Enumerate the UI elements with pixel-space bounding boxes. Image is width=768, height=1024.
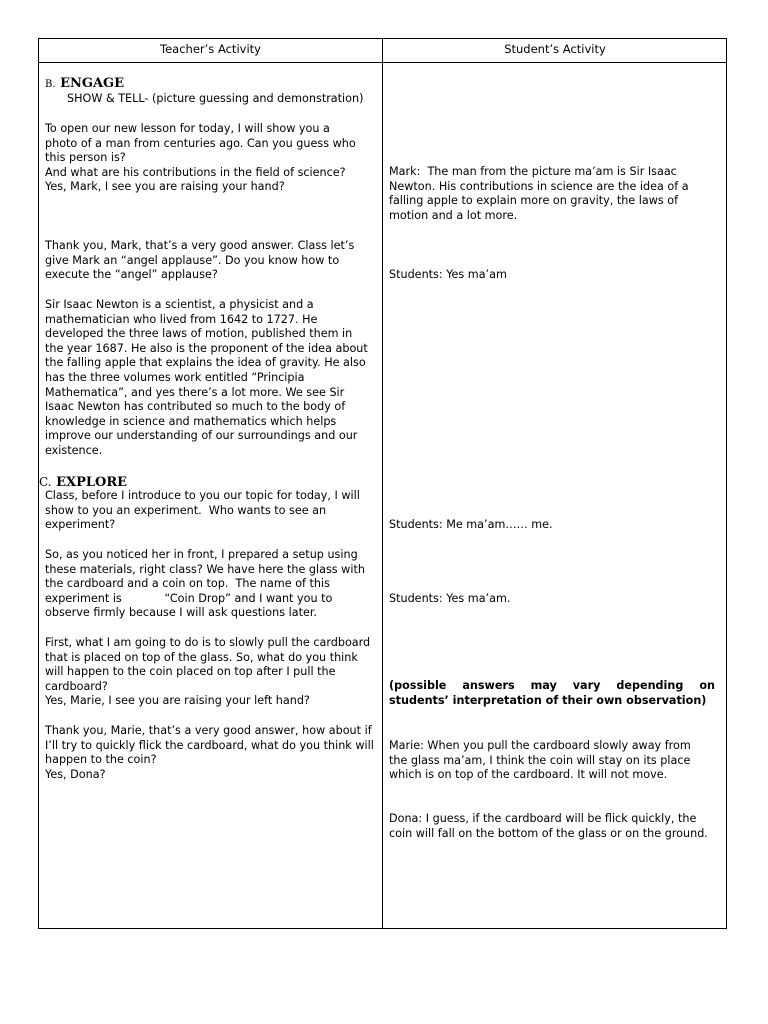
text-line: experiment is “Coin Drop” and I want you to [45, 591, 333, 605]
student-response-yes-2: Students: Yes ma’am. [389, 592, 511, 605]
text-line: Newton. His contributions in science are the idea of a [389, 179, 689, 193]
text-line: that is placed on top of the glass. So, what do you think [45, 650, 358, 664]
text-line: the glass ma’am, I think the coin will stay on its place [389, 753, 691, 767]
text-line: has the three volumes work entitled “Principia [45, 371, 305, 384]
text-line: mathematician who lived from 1642 to 1727. He [45, 312, 318, 326]
text-line: Mathematica”, and yes there’s a lot more. We see Sir [45, 385, 345, 399]
text-line: Sir Isaac Newton is a scientist, a physicist and a [45, 298, 314, 311]
text-line: knowledge in science and mathematics which helps [45, 414, 337, 428]
text-line: Thank you, Mark, that’s a very good answer. Class let’s [45, 239, 355, 252]
text-line: these materials, right class? We have here the glass with [45, 562, 365, 576]
text-line: Yes, Mark, I see you are raising your hand? [45, 180, 285, 194]
column-divider [382, 39, 383, 928]
text-line: First, what I am going to do is to slowly pull the cardboard [45, 636, 371, 649]
text-line: photo of a man from centuries ago. Can you guess who [45, 136, 356, 150]
student-response-yes-1: Students: Yes ma’am [389, 268, 507, 281]
text-line: will happen to the coin placed on top after I pull the [45, 665, 336, 679]
text-line: Isaac Newton has contributed so much to the body of [45, 400, 346, 414]
text-line: falling apple to explain more on gravity, the laws of [389, 194, 679, 208]
text-line: cardboard? [45, 679, 108, 693]
text-line: coin will fall on the bottom of the glass or on the ground. [389, 826, 708, 840]
text-line: Thank you, Marie, that’s a very good answer, how about if [45, 724, 372, 737]
text-line: Class, before I introduce to you our topic for today, I will [45, 489, 360, 502]
text-line: To open our new lesson for today, I will show you a [45, 122, 330, 135]
text-line: observe firmly because I will ask questions later. [45, 606, 317, 620]
text-line: the falling apple that explains the idea of gravity. He also [45, 356, 366, 370]
text-line: Yes, Marie, I see you are raising your left hand? [45, 694, 310, 708]
text-line: this person is? [45, 151, 126, 165]
text-line: the cardboard and a coin on top. The name of this [45, 577, 330, 591]
text-line: So, as you noticed her in front, I prepared a setup using [45, 548, 358, 561]
text-line: Mark: The man from the picture ma’am is Sir Isaac [389, 165, 677, 178]
text-line: developed the three laws of motion, published them in [45, 327, 353, 341]
text-line: happen to the coin? [45, 753, 157, 767]
text-line: Marie: When you pull the cardboard slowly away from [389, 739, 691, 752]
teacher-activity-header: Teacher’s Activity [160, 42, 261, 56]
text-line: I’ll try to quickly flick the cardboard, what do you think will [45, 738, 374, 752]
text-line: And what are his contributions in the field of science? [45, 165, 346, 179]
explore-heading: C. EXPLORE [39, 475, 128, 490]
text-line: Dona: I guess, if the cardboard will be flick quickly, the [389, 812, 697, 825]
text-line: give Mark an “angel applause”. Do you know how to [45, 253, 340, 267]
text-line: the year 1687. He also is the proponent of the idea about [45, 341, 368, 355]
text-line: show to you an experiment. Who wants to see an [45, 503, 327, 517]
text-line: Yes, Dona? [45, 767, 106, 781]
text-line: execute the “angel” applause? [45, 268, 218, 282]
possible-answers-note: (possible answers may vary depending on students’ interpretation of their own observation) [389, 679, 715, 707]
text-line: which is on top of the cardboard. It will not move. [389, 768, 668, 782]
student-response-me: Students: Me ma’am…… me. [389, 518, 553, 531]
engage-subtitle: SHOW & TELL- (picture guessing and demonstration) [67, 92, 364, 105]
text-line: experiment? [45, 518, 116, 532]
student-activity-header: Student’s Activity [504, 42, 606, 56]
text-line: improve our understanding of our surroundings and our [45, 429, 358, 443]
text-line: existence. [45, 444, 103, 457]
text-line: motion and a lot more. [389, 208, 518, 222]
engage-heading: B. ENGAGE [45, 76, 125, 91]
